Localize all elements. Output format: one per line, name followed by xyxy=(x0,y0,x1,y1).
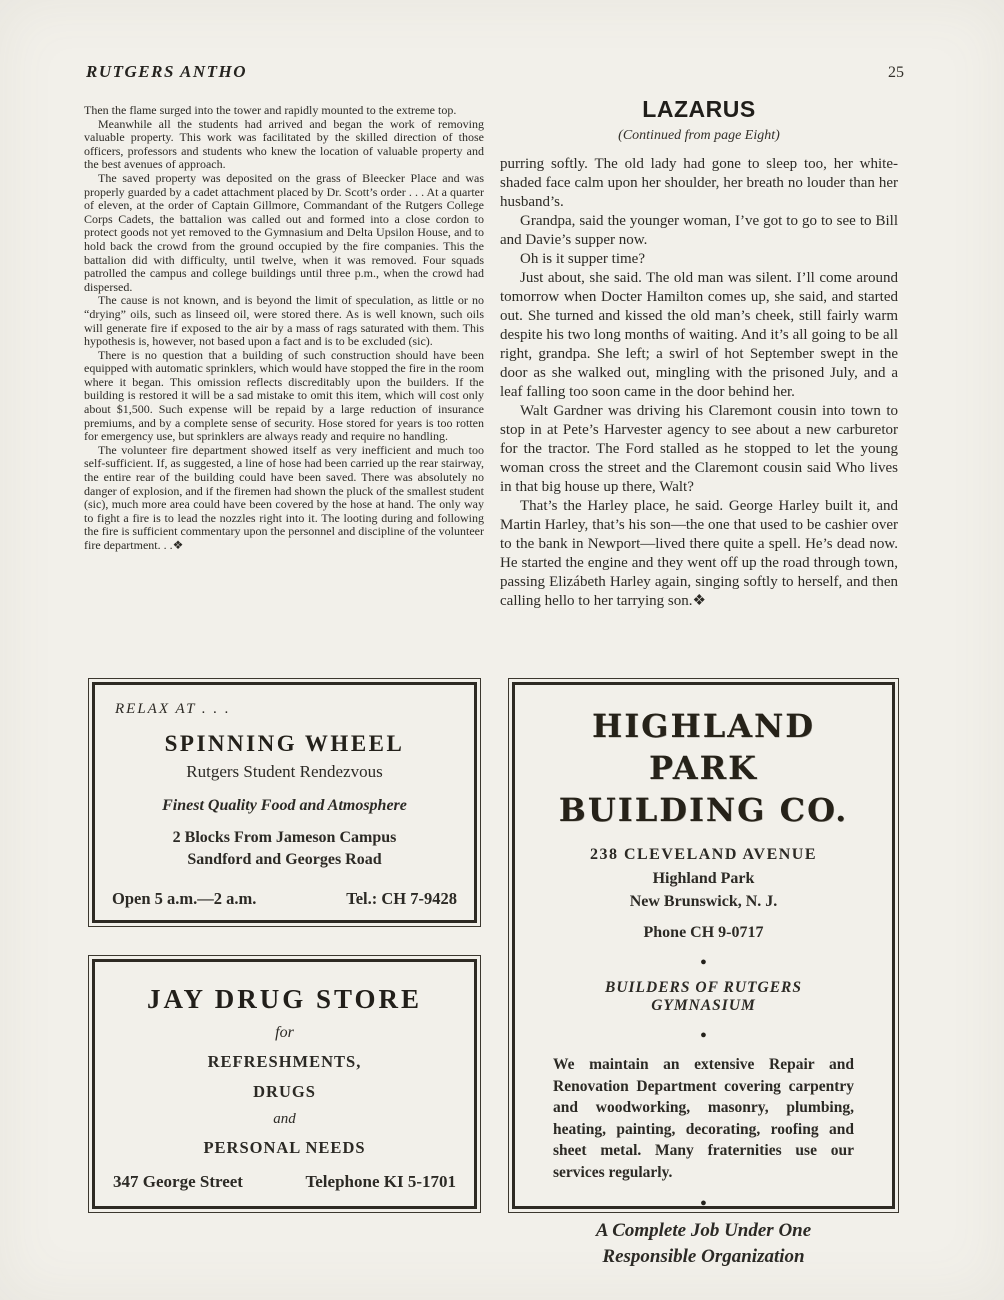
ad-border-outer xyxy=(508,678,899,1267)
story-paragraph: Just about, she said. The old man was silent. I’ll come around tomorrow when Docter Hamilton comes up, she said, and started out. She turned and kissed the old man’s cheek, still fairly warm despite his two long months of waiting. And it’s all going to be all right, grandpa. She left; a swirl of hot September swept in the door as she walked out, mingling with the prisoned July, and a leaf falling too soon came in the door behind her. xyxy=(500,270,898,400)
story-paragraph: That’s the Harley place, he said. George Harley built it, and Martin Harley, that’s his son—the one that used to be cashier over to the bank in Newport—lived there quite a spell. He’s dead now. He started the engine and they went off up the road through town, passing Elizábeth Harley again, singing softly to herself, and then calling hello to her tarrying son.❖ xyxy=(500,498,898,609)
story-body xyxy=(500,155,898,611)
ad-offering: PERSONAL NEEDS xyxy=(203,1138,366,1157)
ad-spinning-wheel xyxy=(88,678,481,927)
ad-phone: Telephone KI 5-1701 xyxy=(305,1172,456,1191)
ad-slogan-line: A Complete Job Under One xyxy=(595,1220,812,1241)
ad-subtitle: Rutgers Student Rendezvous xyxy=(186,762,383,781)
ad-address: 347 George Street xyxy=(113,1172,243,1191)
ad-address-line: New Brunswick, N. J. xyxy=(629,893,778,910)
ad-jay-drug-store xyxy=(88,955,481,1213)
ad-border-inner xyxy=(92,959,477,1209)
ad-address-line: 238 CLEVELAND AVENUE xyxy=(589,846,818,863)
bullet-separator-icon: ● xyxy=(700,1197,707,1209)
ad-connector-word: and xyxy=(273,1111,296,1127)
bullet-separator-icon: ● xyxy=(700,956,707,968)
story-title: LAZARUS xyxy=(642,96,756,122)
advertiser-name-line: HIGHLAND PARK xyxy=(591,707,816,787)
article-paragraph: The volunteer fire department showed itself as very inefficient and much too self-sufficient. If, as suggested, a line of hose had been carried up the rear stairway, the entire rear of the building could have been saved. There was absolutely no danger of explosion, and if the firemen had shown the pluck of the smallest student (sic), much more area could have been covered by the hose at hand. The only way to fight a fire is to lead the nozzles right into it. The looting during and following the fire is sufficient commentary upon the personnel and discipline of the volunteer fire department. . .❖ xyxy=(84,442,484,552)
story-paragraph: purring softly. The old lady had gone to sleep too, her white-shaded face calm upon her shoulder, her breath no louder than her husband’s. xyxy=(500,156,898,210)
ad-content xyxy=(515,705,892,1270)
story-paragraph: Grandpa, said the younger woman, I’ve got to go to see to Bill and Davie’s supper now. xyxy=(500,213,898,248)
ad-connector-word: for xyxy=(275,1024,294,1041)
advertiser-name-line: BUILDING CO. xyxy=(558,791,849,829)
ad-phone: Tel.: CH 7-9428 xyxy=(346,889,457,908)
article-paragraph: There is no question that a building of such construction should have been equipped with automatic sprinklers, which would have stopped the fire in the room where it began. This omission reflects discreditably upon the builders. If the building is restored it will be a sad mistake to omit this item, which will cost only about $1,500. Such expense will be repaid by a large reduction of insurance premiums, and by a complete sense of security. Hose stored for years is too rotten for emergency use, but sprinklers are always ready and require no handling. xyxy=(84,347,484,444)
ad-border-inner xyxy=(512,682,895,1267)
page-number: 25 xyxy=(888,64,904,81)
ad-border-outer xyxy=(88,678,481,927)
ad-location-line: 2 Blocks From Jameson Campus xyxy=(172,829,397,846)
ad-slogan-line: Responsible Organization xyxy=(602,1246,805,1267)
story-paragraph: Walt Gardner was driving his Claremont cousin into town to stop in at Pete’s Harvester agency to see about a new carburetor for the tractor. The Ford stalled as he stopped to let the young woman cross the street and the Claremont cousin said Who lives in that big house up there, Walt? xyxy=(500,403,898,495)
advertiser-name: SPINNING WHEEL xyxy=(164,731,405,756)
journal-title: RUTGERS ANTHO xyxy=(86,62,248,81)
ad-credential-line: BUILDERS OF RUTGERS GYMNASIUM xyxy=(604,979,802,1014)
ad-slogan xyxy=(553,1218,854,1270)
advertiser-name: JAY DRUG STORE xyxy=(146,984,423,1014)
ad-tagline: RELAX AT . . . xyxy=(115,701,231,717)
ad-offering: REFRESHMENTS, xyxy=(207,1052,362,1071)
ad-footer-row xyxy=(112,889,457,909)
bullet-separator-icon: ● xyxy=(700,1029,707,1041)
article-lazarus xyxy=(500,96,898,611)
ad-highland-park-building xyxy=(508,678,899,1267)
ad-body-text: We maintain an extensive Repair and Renovation Department covering carpentry and woodworking, masonry, plumbing, heating, painting, decorating, roofing and sheet metal. Many fraternities use our services regularly. xyxy=(553,1056,854,1181)
article-paragraph: Meanwhile all the students had arrived and began the work of removing valuable property. This work was facilitated by the skilled direction of those officers, professors and students who knew the location of valuable property and the best avenues of approach. xyxy=(84,116,484,172)
page-header xyxy=(86,62,904,82)
story-continued-note: (Continued from page Eight) xyxy=(618,128,780,143)
ad-phone: Phone CH 9-0717 xyxy=(643,924,764,941)
article-paragraph: The saved property was deposited on the grass of Bleecker Place and was properly guarded by a cadet attachment placed by Dr. Scott’s order . . . At a quarter of eleven, at the order of Captain Gillmore, Commandant of the Rutgers College Corps Cadets, the battalion was called out and formed into a close cordon to protect goods not yet removed to the Gymnasium and Delta Upsilon House, and to hold back the crowd from the ground occupied by the fire companies. This the battalion did with difficulty, until twelve, when it was removed. Four squads patrolled the campus and college buildings until three p.m., when the crowd had dispersed. xyxy=(84,170,484,294)
ad-offering: DRUGS xyxy=(253,1082,316,1101)
ad-hours: Open 5 a.m.—2 a.m. xyxy=(112,889,257,908)
ad-slogan: Finest Quality Food and Atmosphere xyxy=(162,797,407,814)
ad-footer-row xyxy=(113,1172,456,1192)
ad-address-line: Highland Park xyxy=(652,870,755,887)
article-paragraph: Then the flame surged into the tower and rapidly mounted to the extreme top. xyxy=(84,103,457,117)
ad-location-line: Sandford and Georges Road xyxy=(187,851,382,868)
ad-border-inner xyxy=(92,682,477,923)
story-paragraph: Oh is it supper time? xyxy=(520,251,645,267)
article-paragraph: The cause is not known, and is beyond the limit of speculation, as little or no “drying” oils, such as linseed oil, were stored there. As is well known, such oils will generate fire if exposed to the air by a mass of rags saturated with them. This hypothesis is, however, not based upon a fact and is to be excluded (sic). xyxy=(84,293,484,349)
advertiser-name xyxy=(553,705,854,831)
ad-border-outer xyxy=(88,955,481,1213)
article-fire-report xyxy=(84,104,484,553)
